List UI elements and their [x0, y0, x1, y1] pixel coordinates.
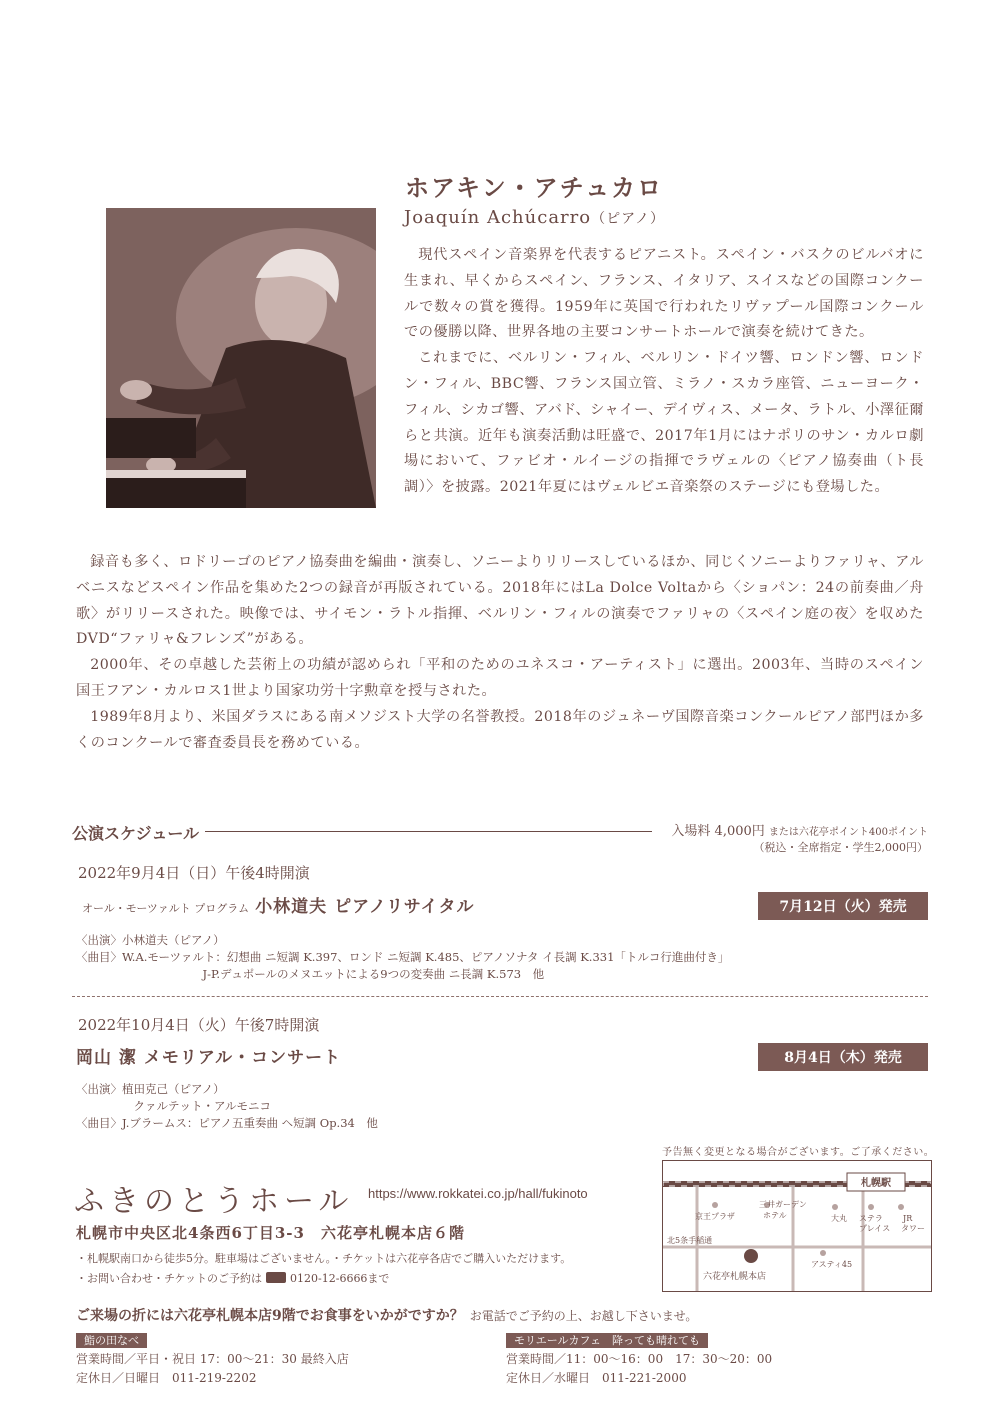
event-1-date: 2022年9月4日（日）午後4時開演 — [78, 864, 310, 882]
bio-paragraph-1: 現代スペイン音楽界を代表するピアニスト。スペイン・バスクのビルバオに生まれ、早くからスペイン、フランス、イタリア、スイスなどの国際コンクールで数々の賞を獲得。1959年に英国で行われたリヴァプール国際コンクールでの優勝以降、世界各地の主要コンサートホールで演奏を続けてきた。 — [404, 247, 924, 341]
price-note: （税込・全席指定・学生2,000円） — [753, 841, 928, 854]
map-note: 予告無く変更となる場合がございます。ご了承ください。 — [662, 1147, 935, 1158]
bio-paragraph-3: 録音も多く、ロドリーゴのピアノ協奏曲を編曲・演奏し、ソニーよりリリースしているほか、同じくソニーよりファリャ、アルベニスなどスペイン作品を集めた2つの録音が再版されている。2018年にはLa Dolce Voltaから〈ショパン：24の前奏曲／舟歌〉がリリースされた。映像では、サイモン・ラトル指揮、ベルリン・フィルの演奏でファリャの〈スペイン庭の夜〉を収めたDVD“ファリャ&フレンズ”がある。 — [76, 554, 924, 648]
map-label-mitsui-1: 三井ガーデン — [759, 1200, 807, 1209]
artist-role: （ピアノ） — [591, 211, 665, 227]
shop-1 — [76, 1329, 147, 1348]
ticket-price — [656, 820, 928, 855]
dining-subtext: お電話でご予約の上、お越し下さいませ。 — [469, 1309, 698, 1323]
pianist-illustration — [106, 208, 376, 508]
map-label-esta: アスティ45 — [811, 1260, 853, 1269]
map-label-street: 北5条手稲通 — [667, 1236, 713, 1245]
shop-2-name: モリエールカフェ 降っても晴れても — [506, 1333, 708, 1348]
event-1-name: 小林道夫 ピアノリサイタル — [255, 897, 475, 917]
venue-url-link[interactable]: https://www.rokkatei.co.jp/hall/fukinoto — [368, 1186, 588, 1201]
venue-address: 札幌市中央区北4条西6丁目3-3 六花亭札幌本店６階 — [76, 1224, 465, 1242]
event-1-prefix: オール・モーツァルト プログラム — [82, 902, 250, 915]
event-divider — [72, 996, 928, 997]
price-alt: または六花亭ポイント400ポイント — [768, 827, 928, 838]
contact-phone: 0120-12-6666まで — [290, 1272, 390, 1285]
map-label-jr-1: JR — [903, 1214, 913, 1223]
map-graphic — [663, 1161, 931, 1291]
shop-1-info: 営業時間／平日・祝日 17：00～21：30 最終入店 定休日／日曜日 011-219-2202 — [76, 1352, 349, 1385]
venue-access-note: ・札幌駅南口から徒歩5分。駐車場はございません。・チケットは六花亭各店でご購入いただけます。 — [76, 1252, 572, 1265]
bio-paragraph-2: これまでに、ベルリン・フィル、ベルリン・ドイツ響、ロンドン響、ロンドン・フィル、BBC響、フランス国立管、ミラノ・スカラ座管、ニューヨーク・フィル、シカゴ響、アバド、シャイー、デイヴィス、メータ、ラトル、小澤征爾らと共演。近年も演奏活動は旺盛で、2017年1月にはナポリのサン・カルロ劇場において、ファビオ・ルイージの指揮でラヴェルの〈ピアノ協奏曲（ト長調）〉を披露。2021年夏にはヴェルビエ音楽祭のステージにも登場した。 — [404, 350, 924, 496]
event-1-title — [82, 892, 475, 917]
map-label-stellar-2: プレイス — [859, 1224, 891, 1233]
event-2-sale-badge: 8月4日（木）発売 — [758, 1043, 928, 1071]
map-station: 札幌駅 — [861, 1178, 891, 1189]
event-2-date: 2022年10月4日（火）午後7時開演 — [78, 1016, 320, 1034]
dining-headline — [76, 1305, 697, 1325]
venue-logo: ふきのとうホール — [74, 1184, 354, 1219]
event-2-details: 〈出演〉植田克己（ピアノ） クァルテット・アルモニコ 〈曲目〉J.ブラームス：ピアノ五重奏曲 ヘ短調 Op.34 他 — [76, 1082, 378, 1130]
map-label-stellar-1: ステラ — [859, 1214, 883, 1223]
artist-photo — [106, 208, 376, 508]
map-label-jr-2: タワー — [901, 1224, 925, 1233]
free-dial-icon — [266, 1272, 286, 1283]
dining-headline-text: ご来場の折には六花亭札幌本店9階でお食事をいかがですか？ — [76, 1308, 464, 1324]
shop-2-info: 営業時間／11：00～16：00 17：30～20：00 定休日／水曜日 011-221-2000 — [506, 1352, 773, 1385]
event-1-sale-badge: 7月12日（火）発売 — [758, 892, 928, 920]
map-label-rokkatei: 六花亭札幌本店 — [703, 1272, 767, 1282]
venue-contact-note — [76, 1270, 389, 1286]
artist-name-jp: ホアキン・アチュカロ — [405, 173, 664, 202]
bio-side-column — [404, 243, 924, 501]
price-value: 4,000円 — [714, 824, 765, 839]
bio-paragraph-5: 1989年8月より、米国ダラスにある南メソジスト大学の名誉教授。2018年のジュネーヴ国際音楽コンクールピアノ部門ほか多くのコンクールで審査委員長を務めている。 — [76, 708, 924, 751]
map-label-daimaru: 大丸 — [831, 1214, 847, 1223]
event-2-title: 岡山 潔 メモリアル・コンサート — [76, 1048, 342, 1068]
bio-paragraph-4: 2000年、その卓越した芸術上の功績が認められ「平和のためのユネスコ・アーティスト」に選出。2003年、当時のスペイン国王フアン・カルロス1世より国家功労十字勲章を授与された。 — [76, 657, 924, 699]
shop-2 — [506, 1329, 708, 1348]
venue-map — [662, 1160, 932, 1292]
price-label: 入場料 — [671, 824, 711, 839]
bio-full-column — [76, 550, 924, 756]
map-label-keio: 京王プラザ — [695, 1212, 735, 1221]
contact-label: ・お問い合わせ・チケットのご予約は — [76, 1272, 263, 1285]
artist-name-latin: Joaquín Achúcarro — [404, 207, 592, 228]
map-label-mitsui-2: ホテル — [763, 1211, 787, 1220]
artist-name-en — [404, 207, 665, 228]
shop-1-name: 鮨の田なべ — [76, 1333, 147, 1348]
schedule-title: 公演スケジュール — [72, 821, 205, 844]
event-1-details: 〈出演〉小林道夫（ピアノ） 〈曲目〉W.A.モーツァルト：幻想曲 ニ短調 K.397、ロンド ニ短調 K.485、ピアノソナタ イ長調 K.331「トルコ行進曲付き」 J-P.デュポールのメヌエットによる9つの変奏曲 ニ長調 K.573 他 — [76, 933, 730, 981]
